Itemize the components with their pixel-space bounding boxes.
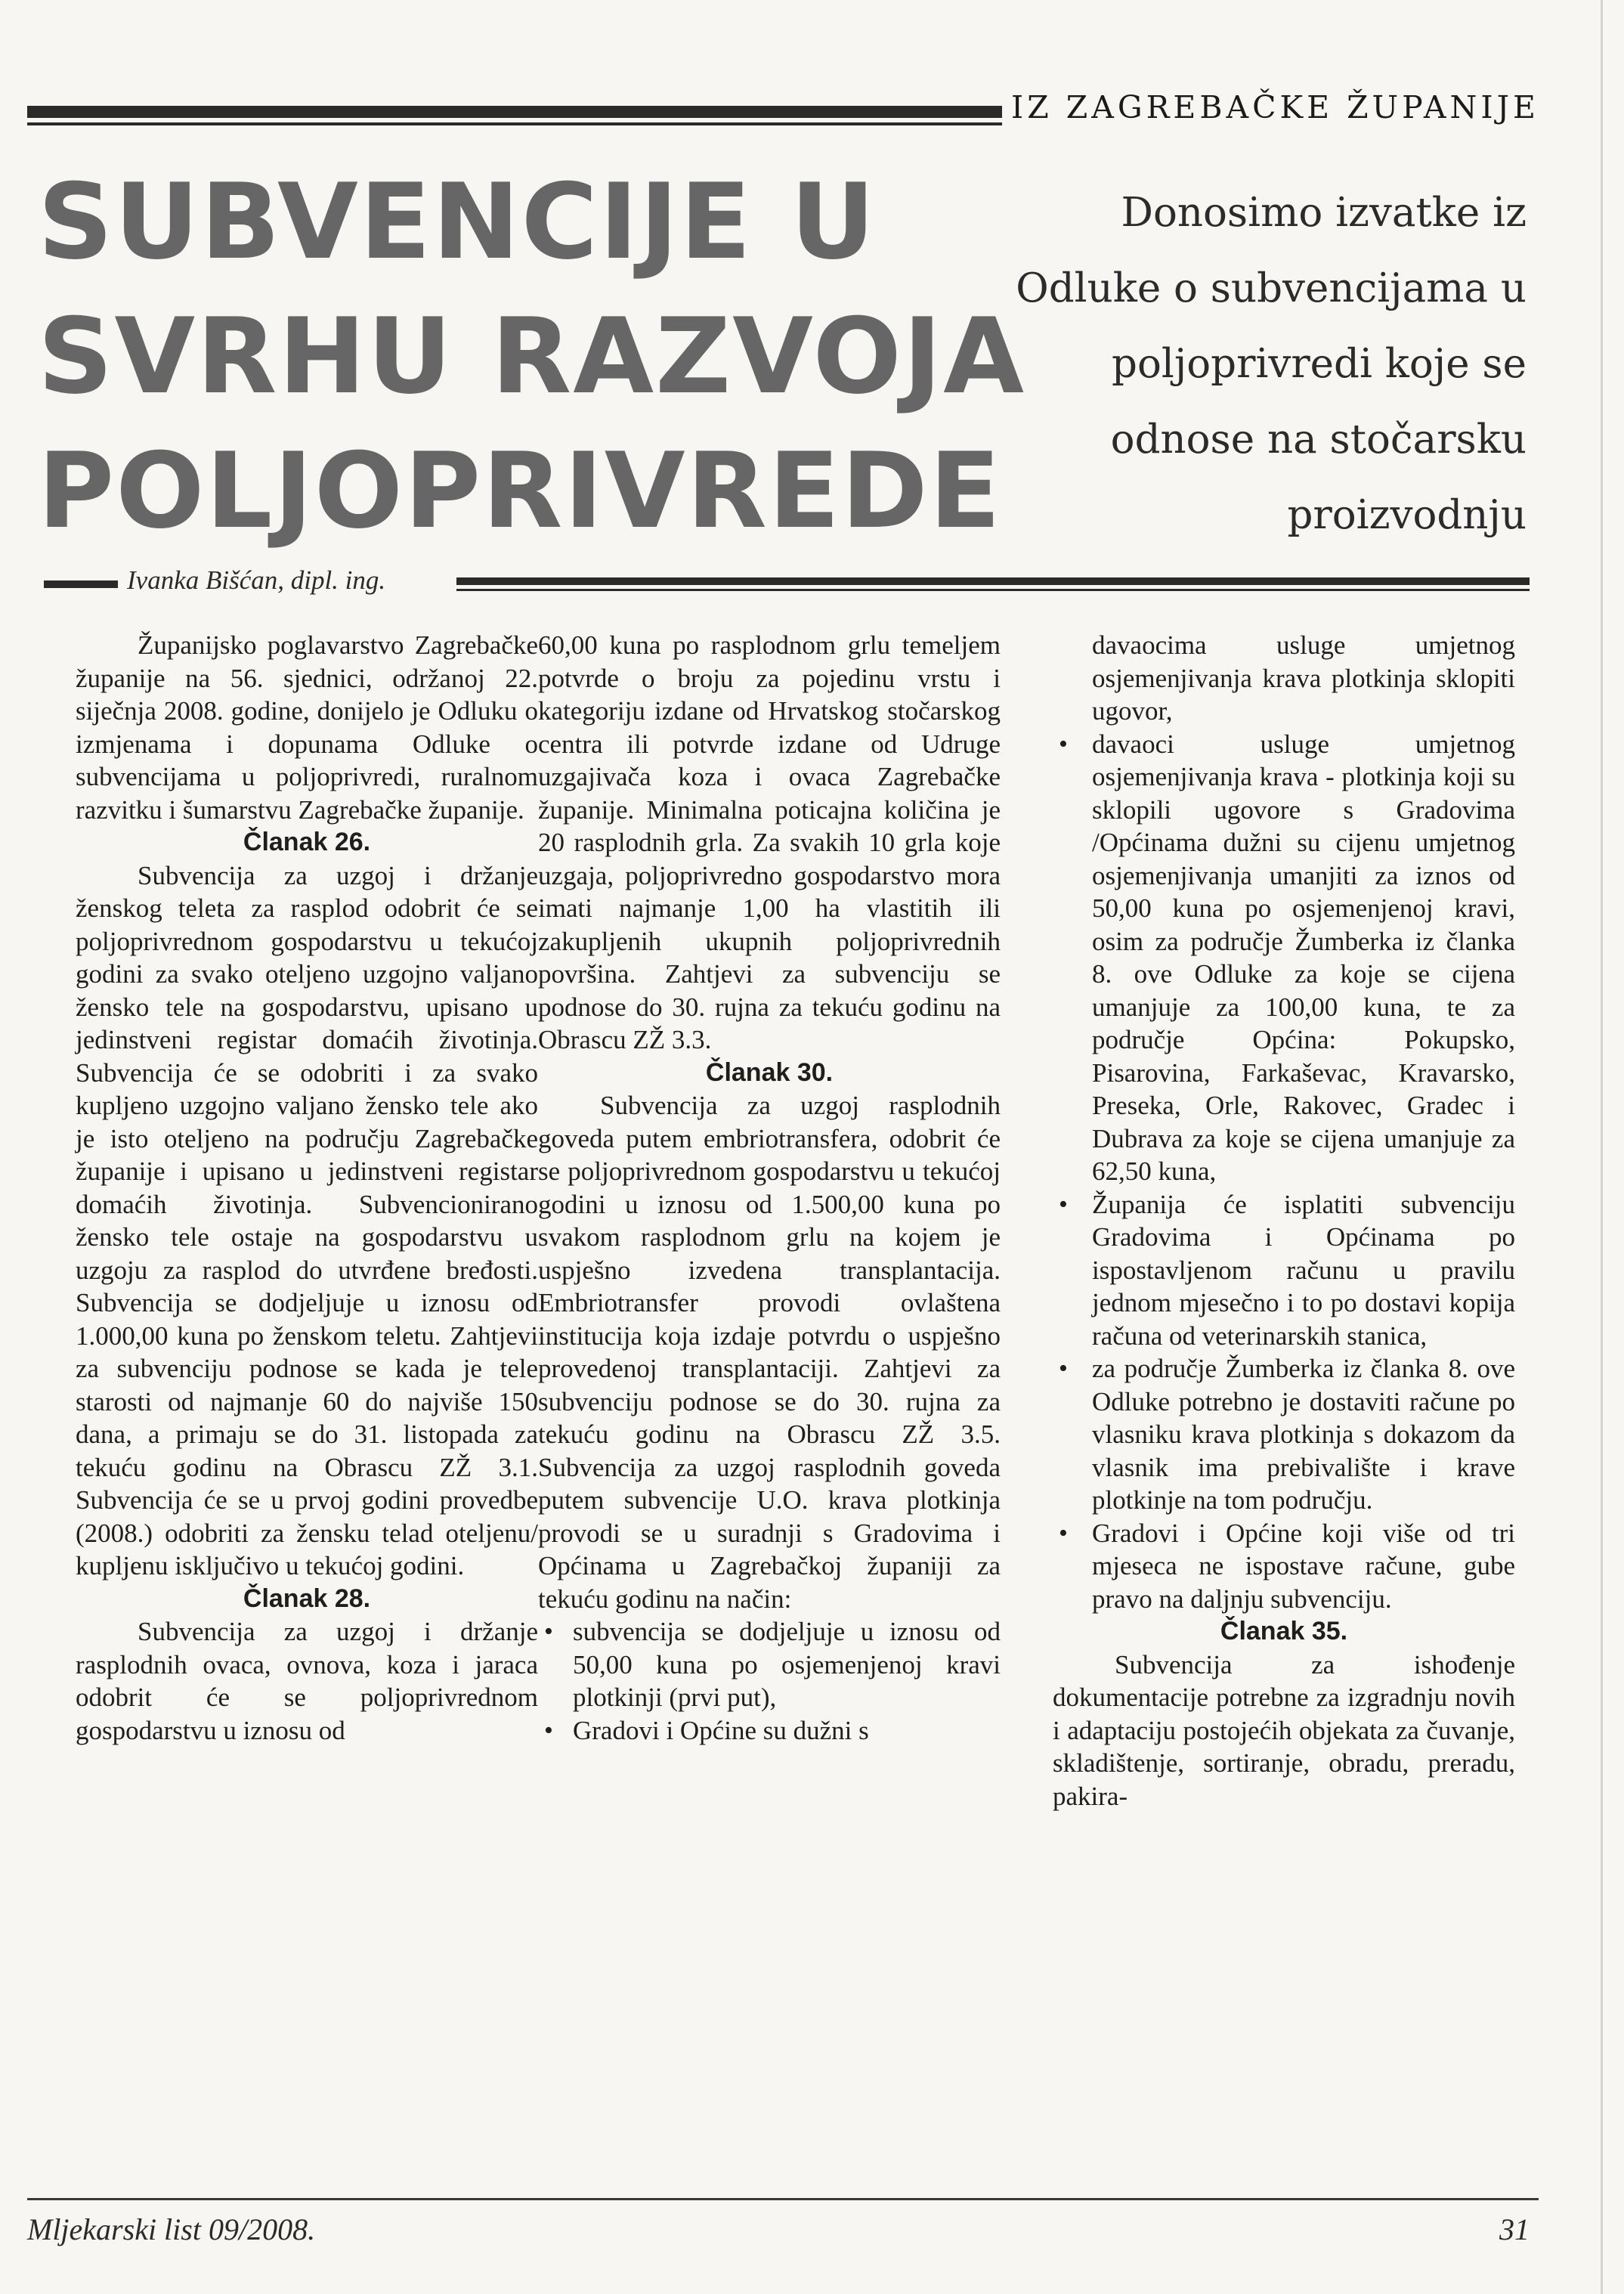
subhead-line: Odluke o subvencijama u xyxy=(1016,265,1527,311)
subhead-line: poljoprivredi koje se xyxy=(1112,341,1527,387)
article-heading: Članak 30. xyxy=(705,1057,834,1087)
subhead-line: odnose na stočarsku xyxy=(1110,416,1527,463)
headline xyxy=(38,155,1026,559)
list-item: • davaoci usluge umjetnog osjemenjivanja krava - plotkinja koji su sklopili ugovore s Gradovima /Općinama dužni su cijenu umjetnog osjemenjivanja umanjiti za iznos od 50,00 kuna po osjemenjenoj kravi, osim za područje Žumberka iz članka 8. ove Odluke za koje se cijena umanjuje za 100,00 kuna, te za područje Općina: Pokupsko, Pisarovina, Farkaševac, Kravarsko, Preseka, Orle, Rakovec, Gradec i Dubrava za koje se cijena umanjuje za 62,50 kuna, xyxy=(1053,728,1515,1188)
paragraph: Subvencija za ishođenje dokumentacije potrebne za izgradnju novih i adaptaciju postojećih objekata za čuvanje, skladištenje, sortiranje, obradu, preradu, pakira- xyxy=(1053,1649,1515,1811)
subhead-line: Donosimo izvatke iz xyxy=(1121,190,1527,236)
top-rule-thin xyxy=(27,122,1002,125)
headline-line: POLJOPRIVREDE xyxy=(38,430,1002,552)
footer-rule xyxy=(27,2198,1539,2200)
list-item: • Gradovi i Općine koji više od tri mjeseca ne ispostave račune, gube pravo na daljnju subvenciju. xyxy=(1053,1517,1515,1616)
section-label: IZ ZAGREBAČKE ŽUPANIJE xyxy=(1011,89,1539,125)
bullet-list xyxy=(1053,728,1515,1616)
page-number: 31 xyxy=(1499,2212,1530,2246)
list-item: • za područje Žumberka iz članka 8. ove Odluke potrebno je dostaviti račune po vlasniku krava plotkinja s dokazom da vlasnik ima prebivalište i krave plotkinje na tom području. xyxy=(1053,1352,1515,1517)
list-item: • subvencija se dodjeljuje u iznosu od 50,00 kuna po osjemenjenoj kravi plotkinji (prvi put), xyxy=(538,1615,1001,1714)
headline-line: SUBVENCIJE U xyxy=(38,161,877,283)
paragraph: Subvencija za uzgoj rasplodnih goveda putem embriotransfera, odobrit će se poljoprivrednom gospodarstvu u tekućoj godini u iznosu od 1.500,00 kuna po svakom rasplodnom grlu na kojem je uspješno izvedena transplantacija. Embriotransfer provodi ovlaštena institucija koja izdaje potvrdu o uspješno provedenoj transplantaciji. Zahtjevi za subvenciju podnose se do 30. rujna za tekuću godinu na Obrascu ZŽ 3.5. Subvencija za uzgoj rasplodnih goveda putem subvencije U.O. krava plotkinja provodi se u suradnji s Gradovima i Općinama u Zagrebačkoj županiji za tekuću godinu na način: xyxy=(538,1091,1001,1614)
subhead-line: proizvodnju xyxy=(1287,492,1527,538)
paragraph: Subvencija za uzgoj i držanje rasplodnih ovaca, ovnova, koza i jaraca odobrit će se poljoprivrednom gospodarstvu u iznosu od xyxy=(76,1617,538,1745)
byline-rule-right xyxy=(456,577,1530,585)
article-heading: Članak 28. xyxy=(243,1584,371,1613)
byline-rule-left xyxy=(44,580,118,588)
list-item: • Gradovi i Općine su dužni s xyxy=(538,1714,1001,1748)
subhead xyxy=(982,175,1527,553)
headline-line: SVRHU RAZVOJA xyxy=(38,296,1026,417)
article-heading: Članak 35. xyxy=(1220,1617,1348,1645)
byline-rule-right-thin xyxy=(456,589,1530,591)
page-edge xyxy=(1601,0,1603,2294)
top-rule xyxy=(27,106,1002,118)
paragraph: davaocima usluge umjetnog osjemenjivanja krava plotkinja sklopiti ugovor, xyxy=(1092,630,1515,726)
article-column-3 xyxy=(1053,629,1515,1813)
byline: Ivanka Bišćan, dipl. ing. xyxy=(127,565,386,595)
bullet-list xyxy=(538,1615,1001,1747)
paragraph: Subvencija za uzgoj i držanje ženskog teleta za rasplod odobrit će se poljoprivrednom gospodarstvu u tekućoj godini za svako oteljeno uzgojno valjano žensko tele na gospodarstvu, upisano u jedinstveni registar domaćih životinja. Subvencija će se odobriti i za svako kupljeno uzgojno valjano žensko tele ako je isto oteljeno na području Zagrebačke županije i upisano u jedinstveni registar domaćih životinja. Subvencionirano žensko tele ostaje na gospodarstvu u uzgoju za rasplod do utvrđene bređosti. Subvencija se dodjeljuje u iznosu od 1.000,00 kuna po ženskom teletu. Zahtjevi za subvenciju podnose se kada je tele starosti od najmanje 60 do najviše 150 dana, a primaju se do 31. listopada za tekuću godinu na Obrascu ZŽ 3.1. Subvencija će se u prvoj godini provedbe (2008.) odobriti za žensku telad oteljenu/ kupljenu isključivo u tekućoj godini. xyxy=(76,860,538,1580)
footer-publication: Mljekarski list 09/2008. xyxy=(27,2212,316,2246)
article-column-1 xyxy=(76,629,538,1747)
article-column-2 xyxy=(538,629,1001,1747)
paragraph: 60,00 kuna po rasplodnom grlu temeljem potvrde o broju za pojedinu vrstu i kategoriju izdane od Hrvatskog stočarskog centra ili potvrde izdane od Udruge uzgajivača koza i ovaca Zagrebačke županije. Minimalna poticajna količina je 20 rasplodnih grla. Za svakih 10 grla koje uzgaja, poljoprivredno gospodarstvo mora imati najmanje 1,00 ha vlastitih ili zakupljenih ukupnih poljoprivrednih površina. Zahtjevi za subvenciju se podnose do 30. rujna za tekuću godinu na Obrascu ZŽ 3.3. xyxy=(538,630,1001,1054)
article-heading: Članak 26. xyxy=(243,828,371,856)
paragraph: Županijsko poglavarstvo Zagrebačke županije na 56. sjednici, održanoj 22. siječnja 2008. godine, donijelo je Odluku o izmjenama i dopunama Odluke o subvencijama u poljoprivredi, ruralnom razvitku i šumarstvu Zagrebačke županije. xyxy=(76,630,538,825)
list-item: • Županija će isplatiti subvenciju Gradovima i Općinama po ispostavljenom računu u pravilu jednom mjesečno i to po dostavi kopija računa od veterinarskih stanica, xyxy=(1053,1188,1515,1353)
